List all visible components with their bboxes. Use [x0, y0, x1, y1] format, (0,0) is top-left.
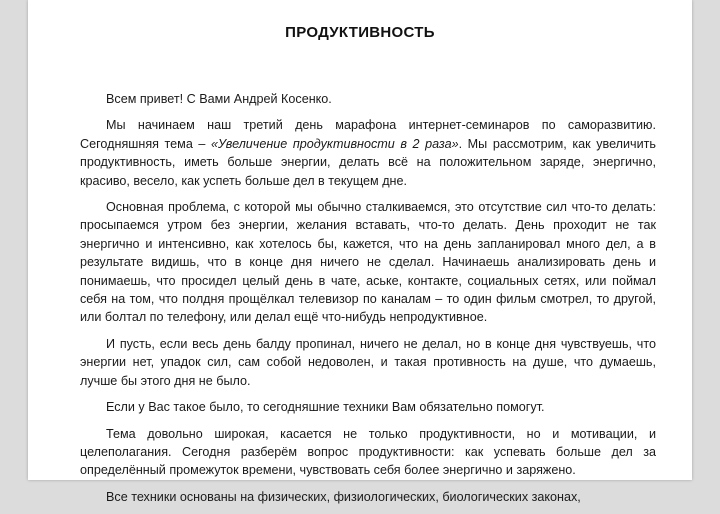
paragraph-text: Тема довольно широкая, касается не только продуктивности, но и мотивации, и целеполагания. Сегодня разберём вопрос продуктивности: как успевать больше дел за определённый промежуток времени, чувствовать себя более энергично и заряжено. — [80, 426, 656, 478]
paragraph-topic-italic: «Увеличение продуктивности в 2 раза» — [211, 136, 459, 151]
paragraph-text-before: Мы начинаем наш третий день марафона интернет-семинаров по саморазвитию. Сегодняшняя тема – — [80, 118, 656, 151]
paragraph-problem — [80, 198, 656, 327]
paragraph-text-after: . Мы рассмотрим, как увеличить продуктивность, иметь больше энергии, делать всё на положительном заряде, энергично, красиво, весело, как успеть больше дел в текущем дне. — [80, 136, 656, 188]
paragraph-text: Все техники основаны на физических, физиологических, биологических законах, — [106, 489, 581, 504]
paragraph-techniques-basis — [80, 488, 656, 506]
paragraph-greeting — [80, 90, 656, 108]
paragraph-intro — [80, 116, 656, 190]
paragraph-text: Всем привет! С Вами Андрей Косенко. — [106, 92, 332, 106]
paragraph-text: И пусть, если весь день балду пропинал, ничего не делал, но в конце дня чувствуешь, что энергии нет, упадок сил, сам собой недоволен, и такая противность на душе, что думаешь, лучше бы этого дня не было. — [80, 336, 656, 388]
document-title: ПРОДУКТИВНОСТЬ — [285, 24, 435, 41]
paragraph-bad-day — [80, 335, 656, 390]
paragraph-topic-scope — [80, 425, 656, 480]
document-body — [80, 90, 656, 514]
paragraph-text: Основная проблема, с которой мы обычно сталкиваемся, это отсутствие сил что-то делать: просыпаемся утром без энергии, желания вставать, что-то делать. День проходит не так энергично и интенсивно, как хотелось бы, кажется, что на день запланировал много дел, а в результате видишь, что в конце дня ничего не сделал. Начинаешь анализировать день и понимаешь, что просидел целый день в чате, аське, контакте, социальных сетях, или поймал себя на том, что полдня прощёлкал телевизор по каналам – то один фильм смотрел, то другой, или болтал по телефону, или делал ещё что-нибудь непродуктивное. — [80, 200, 656, 325]
document-page — [28, 0, 692, 504]
paragraph-text: Если у Вас такое было, то сегодняшние техники Вам обязательно помогут. — [106, 400, 545, 415]
paragraph-techniques-help — [80, 398, 656, 416]
